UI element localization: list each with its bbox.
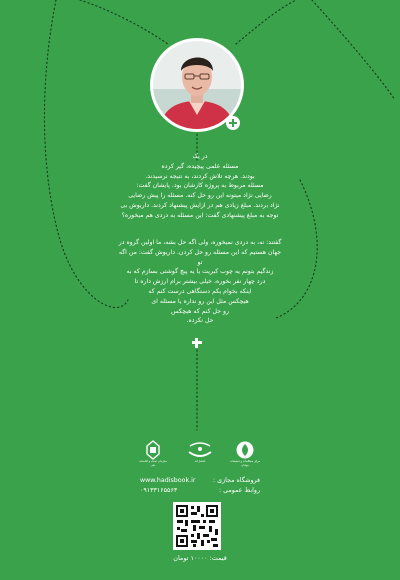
blurb-line: رو حل کنم که هیچکس bbox=[171, 307, 229, 315]
blurb-paragraph-2 bbox=[118, 238, 282, 326]
library-logo-text: سازمان اسناد و کتابخانه ملی bbox=[139, 459, 167, 467]
blurb-line: گفتند: نه، به دردی نمیخوره، ولی اگه حل بشه، ما اولین گروه در bbox=[118, 239, 282, 246]
qr-code-pattern bbox=[173, 502, 221, 550]
youth-center-logo bbox=[230, 440, 260, 480]
dotted-curve-top bbox=[80, 0, 168, 44]
publisher-logo bbox=[184, 440, 216, 480]
blurb-line: اینکه بخوام یکم دستگاهی درست کنم که bbox=[148, 287, 252, 295]
qr-code[interactable] bbox=[173, 502, 221, 550]
blurb-paragraph-1 bbox=[118, 152, 282, 221]
blurb-line: در یک bbox=[192, 153, 208, 160]
blurb-line: جهان هستیم که این مسئله رو حل کردن. داریوش گفت: من اگه تو bbox=[118, 248, 282, 266]
dotted-curve-mid-right bbox=[276, 180, 317, 318]
blurb-line: رضایی نژاد میتونه این رو حل کنه. مسئله را پیش رضایی bbox=[128, 192, 272, 200]
portrait-photo bbox=[153, 41, 241, 129]
plus-icon bbox=[190, 336, 204, 350]
blurb-line: توجه به مبلغ پیشنهادی گفت: این مسئله به دردی هم میخوره؟ bbox=[121, 211, 279, 219]
plus-icon bbox=[226, 116, 240, 130]
logo-emblem bbox=[235, 440, 255, 460]
logo-emblem bbox=[143, 440, 163, 460]
blurb-line: زندگیم بتونم یه چوب کبریت یا یه پیچ گوشتی بسازم که به bbox=[126, 268, 274, 276]
shop-label: فروشگاه مجازی : bbox=[213, 477, 260, 484]
blurb-line: مسئله مربوط به پروژه کارشان بود. پایشان گفت: bbox=[136, 182, 264, 190]
blurb-line: حل نکرده. bbox=[186, 317, 214, 325]
logo-emblem bbox=[186, 440, 214, 460]
website-url[interactable]: www.hadisbook.ir bbox=[140, 477, 196, 484]
website-row bbox=[140, 476, 260, 486]
blurb-line: نژاد بردند. مبلغ زیادی هم در ازایش پیشنهاد کردند. داریوش بی bbox=[120, 201, 280, 209]
publisher-logos bbox=[138, 440, 263, 480]
blurb-line: بودند. هرچه تلاش کردند، به نتیجه نرسیدند. bbox=[145, 172, 255, 180]
blurb-line: مسئله علمی پیچیده، گیر کرده bbox=[161, 162, 239, 170]
contact-info bbox=[140, 476, 260, 496]
youth-center-logo-text: مرکز مطالعات و تحقیقات جوانان bbox=[229, 459, 260, 467]
dotted-curve-right bbox=[312, 0, 395, 100]
library-logo bbox=[138, 440, 168, 480]
phone-number: ۰۹۱۳۳۱۶۵۵۶۳ bbox=[140, 487, 178, 494]
publisher-logo-text: انتشارات bbox=[194, 459, 206, 463]
dotted-curve-left bbox=[44, 0, 128, 308]
dotted-curve-right-arc bbox=[236, 0, 296, 44]
blurb-line: درد چهار نفر بخوره، خیلی بیشتر برام ارزش داره تا bbox=[134, 278, 266, 286]
phone-row bbox=[140, 486, 260, 496]
blurb-line: هیچکس مثل این رو نداره یا مسئله ای bbox=[151, 297, 249, 305]
price-label: قیمت: ۱۰۰۰۰ تومان bbox=[173, 554, 227, 562]
pr-label: روابط عمومی : bbox=[219, 487, 260, 494]
